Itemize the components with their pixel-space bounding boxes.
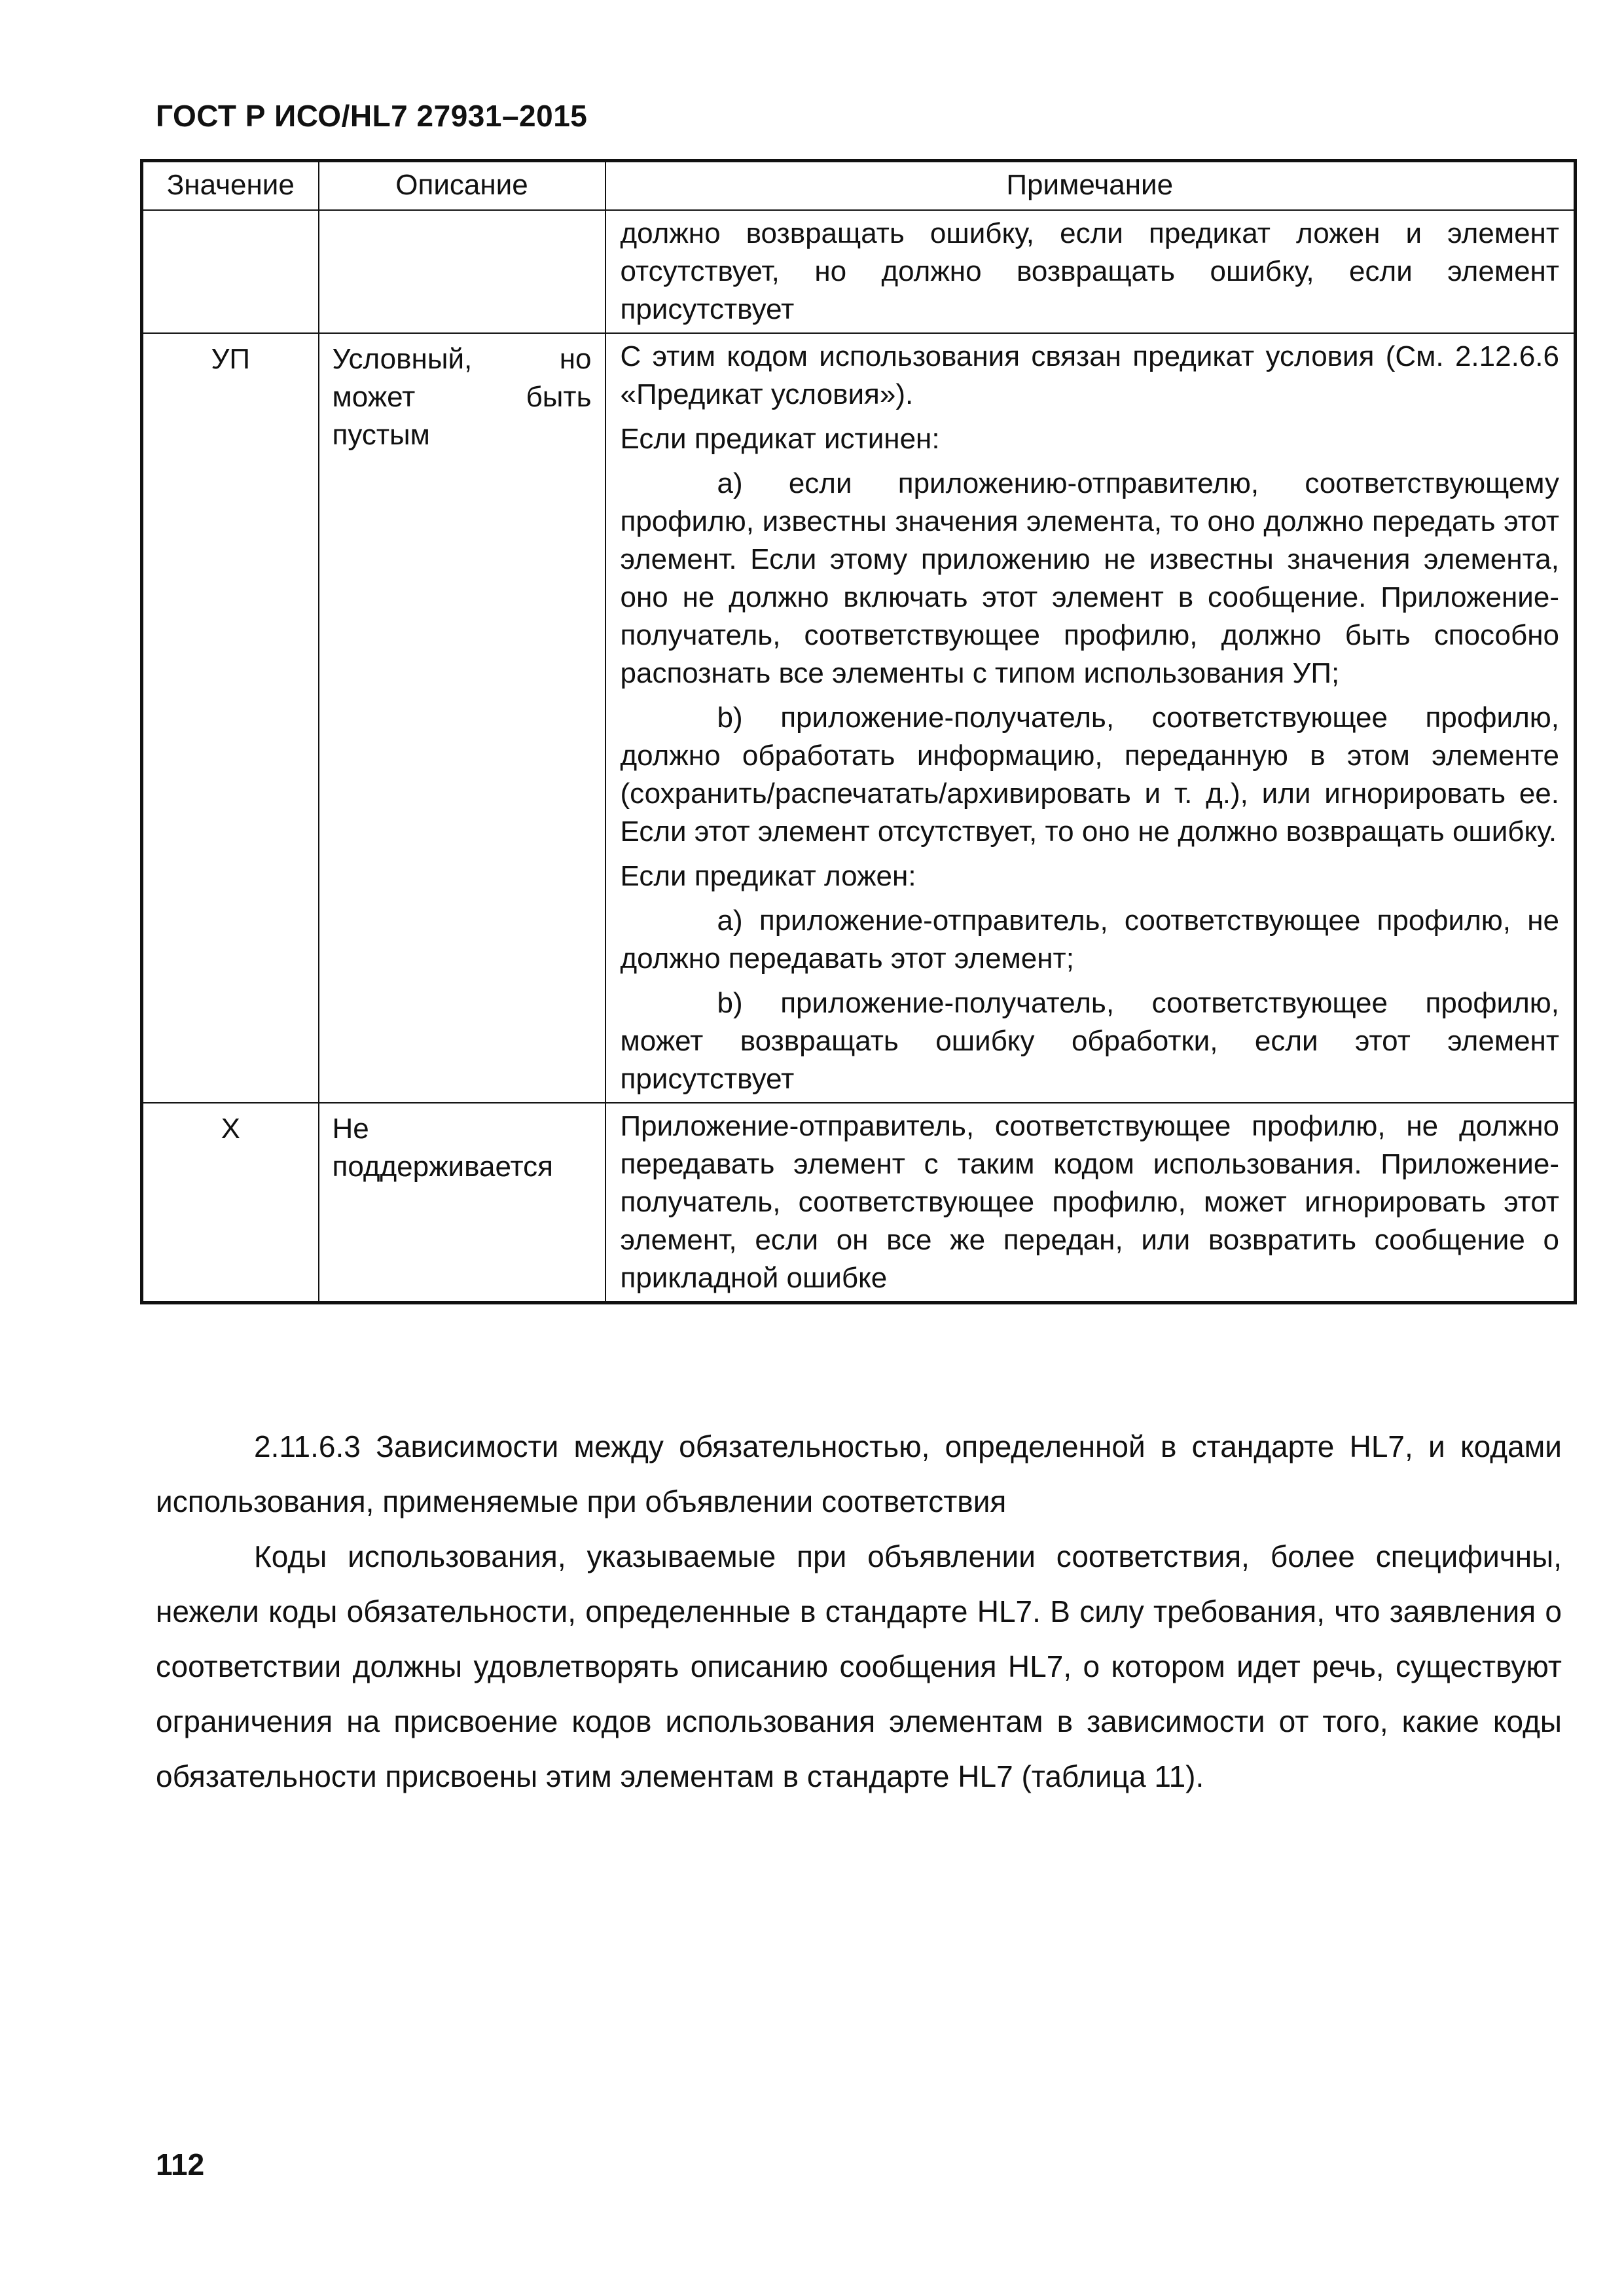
note-up-false-b: b) приложение-получатель, соответствующее профилю, может возвращать ошибку обработки, если этот элемент присутствует	[620, 987, 1559, 1095]
column-header-note: Примечание	[605, 161, 1576, 211]
note-up-true-b: b) приложение-получатель, соответствующее профилю, должно обработать информацию, переданную в этом элементе (сохранить/распечатать/архивировать и т. д.), или игнорировать ее. Если этот элемент отсутствует, то оно не должно возвращать ошибку.	[620, 702, 1559, 848]
cell-note-continued	[605, 210, 1576, 333]
section-heading: 2.11.6.3 Зависимости между обязательностью, определенной в стандарте HL7, и кодами использования, применяемые при объявлении соответствия	[156, 1429, 1562, 1518]
column-header-description: Описание	[319, 161, 605, 211]
note-up-if-false: Если предикат ложен:	[620, 860, 916, 892]
page-number: 112	[156, 2147, 205, 2181]
table-header-row	[142, 161, 1576, 211]
table-row-x	[142, 1103, 1576, 1303]
cell-note-x	[605, 1103, 1576, 1303]
table-row-continued	[142, 210, 1576, 333]
note-up-intro: С этим кодом использования связан предикат условия (См. 2.12.6.6 «Предикат условия»).	[620, 340, 1559, 410]
description-up-text: Условный, но может быть пустым	[332, 343, 592, 451]
description-x-text: Не поддерживается	[332, 1113, 553, 1183]
cell-code-up: УП	[142, 333, 319, 1103]
note-up-true-a: a) если приложению-отправителю, соответствующему профилю, известны значения элемента, то оно должно передать этот элемент. Если этому приложению не известны значения элемента, оно не должно включать этот элемент в сообщение. Приложение-получатель, соответствующее профилю, должно быть способно распознать все элементы с типом использования УП;	[620, 467, 1559, 689]
note-continued-text: должно возвращать ошибку, если предикат ложен и элемент отсутствует, но должно возвращать ошибку, если элемент присутствует	[620, 217, 1559, 325]
cell-description-x	[319, 1103, 605, 1303]
table-row-up	[142, 333, 1576, 1103]
cell-code-empty	[142, 210, 319, 333]
body-paragraph: Коды использования, указываемые при объявлении соответствия, более специфичны, нежели коды обязательности, определенные в стандарте HL7. В силу требования, что заявления о соответствии должны удовлетворять описанию сообщения HL7, о котором идет речь, существуют ограничения на присвоение кодов использования элементам в зависимости от того, какие коды обязательности присвоены этим элементам в стандарте HL7 (таблица 11).	[156, 1539, 1562, 1793]
document-header: ГОСТ Р ИСО/HL7 27931–2015	[156, 99, 588, 133]
cell-description-empty	[319, 210, 605, 333]
column-header-value: Значение	[142, 161, 319, 211]
cell-code-x: X	[142, 1103, 319, 1303]
usage-codes-table	[140, 159, 1577, 1304]
cell-note-up	[605, 333, 1576, 1103]
note-x-text: Приложение-отправитель, соответствующее профилю, не должно передавать элемент с таким кодом использования. Приложение-получатель, соответствующее профилю, может игнорировать этот элемент, если он все же передан, или возвратить сообщение о прикладной ошибке	[620, 1110, 1559, 1294]
note-up-if-true: Если предикат истинен:	[620, 423, 940, 455]
note-up-false-a: a) приложение-отправитель, соответствующее профилю, не должно передавать этот элемент;	[620, 905, 1559, 975]
cell-description-up	[319, 333, 605, 1103]
